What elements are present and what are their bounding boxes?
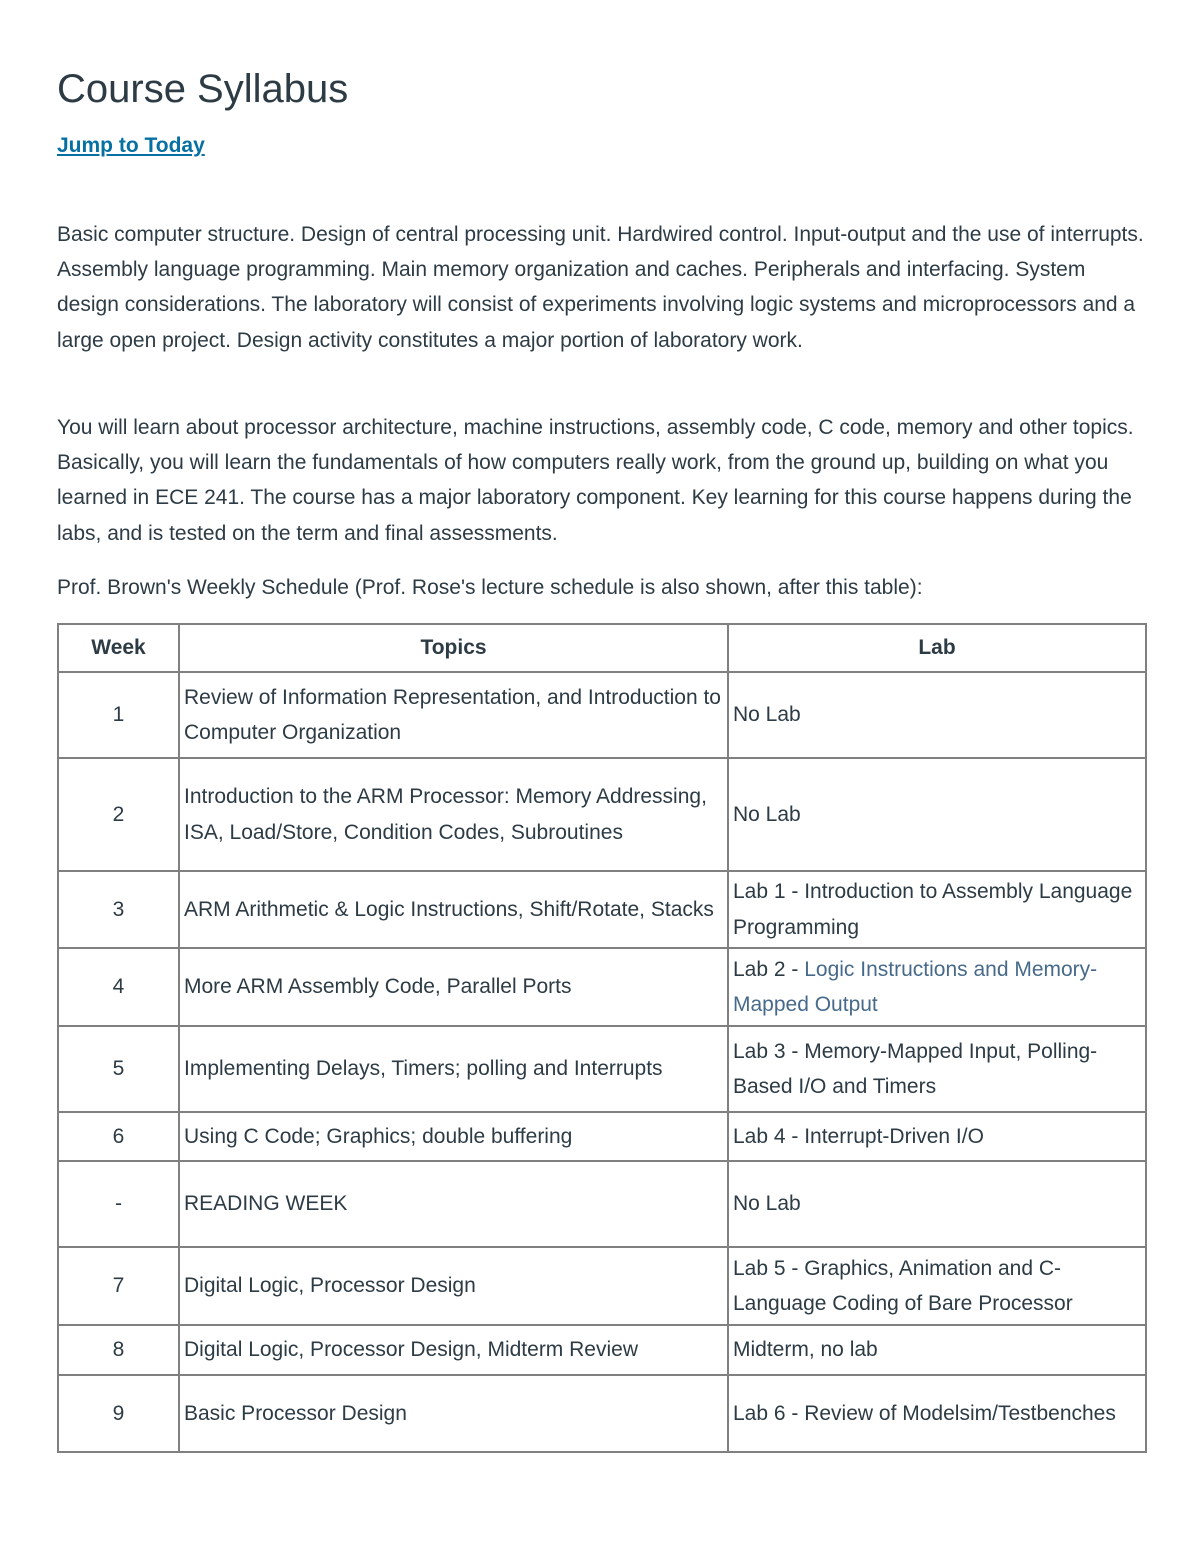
week-cell: 2	[58, 758, 179, 871]
week-cell: 9	[58, 1375, 179, 1452]
topics-cell: Using C Code; Graphics; double buffering	[179, 1112, 728, 1161]
weekly-schedule-table	[57, 623, 1147, 1453]
topics-cell: Introduction to the ARM Processor: Memory Addressing, ISA, Load/Store, Condition Codes, Subroutines	[179, 758, 728, 871]
lab-cell: Lab 4 - Interrupt-Driven I/O	[728, 1112, 1146, 1161]
header-week: Week	[58, 624, 179, 672]
course-overview: You will learn about processor architecture, machine instructions, assembly code, C code, memory and other topics. Basically, you will learn the fundamentals of how computers really work, from the ground up, building on what you learned in ECE 241. The course has a major laboratory component. Key learning for this course happens during the labs, and is tested on the term and final assessments.	[57, 416, 1134, 545]
lab-prefix: Lab 2 -	[733, 957, 805, 981]
lab-cell: Lab 5 - Graphics, Animation and C-Language Coding of Bare Processor	[728, 1247, 1146, 1325]
page-title: Course Syllabus	[57, 67, 349, 111]
table-row	[58, 1247, 1146, 1325]
jump-to-today-link[interactable]: Jump to Today	[57, 134, 205, 157]
week-cell: 1	[58, 672, 179, 758]
topics-cell: ARM Arithmetic & Logic Instructions, Shift/Rotate, Stacks	[179, 871, 728, 948]
lab-cell: Lab 1 - Introduction to Assembly Language Programming	[728, 871, 1146, 948]
topics-cell: Digital Logic, Processor Design, Midterm Review	[179, 1325, 728, 1375]
week-cell: 5	[58, 1026, 179, 1112]
lab-cell: No Lab	[728, 1161, 1146, 1247]
week-cell: 8	[58, 1325, 179, 1375]
table-row	[58, 948, 1146, 1026]
table-row	[58, 1112, 1146, 1161]
table-header-row	[58, 624, 1146, 672]
lab-cell	[728, 948, 1146, 1026]
table-row	[58, 1375, 1146, 1452]
lab-cell: Lab 6 - Review of Modelsim/Testbenches	[728, 1375, 1146, 1452]
header-lab: Lab	[728, 624, 1146, 672]
table-row	[58, 1161, 1146, 1247]
lab-cell: Lab 3 - Memory-Mapped Input, Polling-Based I/O and Timers	[728, 1026, 1146, 1112]
week-cell: 4	[58, 948, 179, 1026]
course-description: Basic computer structure. Design of central processing unit. Hardwired control. Input-output and the use of interrupts. Assembly language programming. Main memory organization and caches. Peripherals and interfacing. System design considerations. The laboratory will consist of experiments involving logic systems and microprocessors and a large open project. Design activity constitutes a major portion of laboratory work.	[57, 223, 1144, 352]
lab-cell: No Lab	[728, 672, 1146, 758]
week-cell: 3	[58, 871, 179, 948]
topics-cell: Digital Logic, Processor Design	[179, 1247, 728, 1325]
topics-cell: Implementing Delays, Timers; polling and Interrupts	[179, 1026, 728, 1112]
lab-cell: No Lab	[728, 758, 1146, 871]
topics-cell: More ARM Assembly Code, Parallel Ports	[179, 948, 728, 1026]
schedule-intro: Prof. Brown's Weekly Schedule (Prof. Rose's lecture schedule is also shown, after this table):	[57, 576, 923, 599]
topics-cell: READING WEEK	[179, 1161, 728, 1247]
topics-cell: Basic Processor Design	[179, 1375, 728, 1452]
table-row	[58, 1026, 1146, 1112]
week-cell: -	[58, 1161, 179, 1247]
lab-cell: Midterm, no lab	[728, 1325, 1146, 1375]
table-row	[58, 871, 1146, 948]
topics-cell: Review of Information Representation, and Introduction to Computer Organization	[179, 672, 728, 758]
week-cell: 7	[58, 1247, 179, 1325]
week-cell: 6	[58, 1112, 179, 1161]
header-topics: Topics	[179, 624, 728, 672]
table-row	[58, 1325, 1146, 1375]
table-row	[58, 672, 1146, 758]
table-row	[58, 758, 1146, 871]
lab-2-link[interactable]: Logic Instructions and Memory-Mapped Output	[733, 957, 1098, 1016]
